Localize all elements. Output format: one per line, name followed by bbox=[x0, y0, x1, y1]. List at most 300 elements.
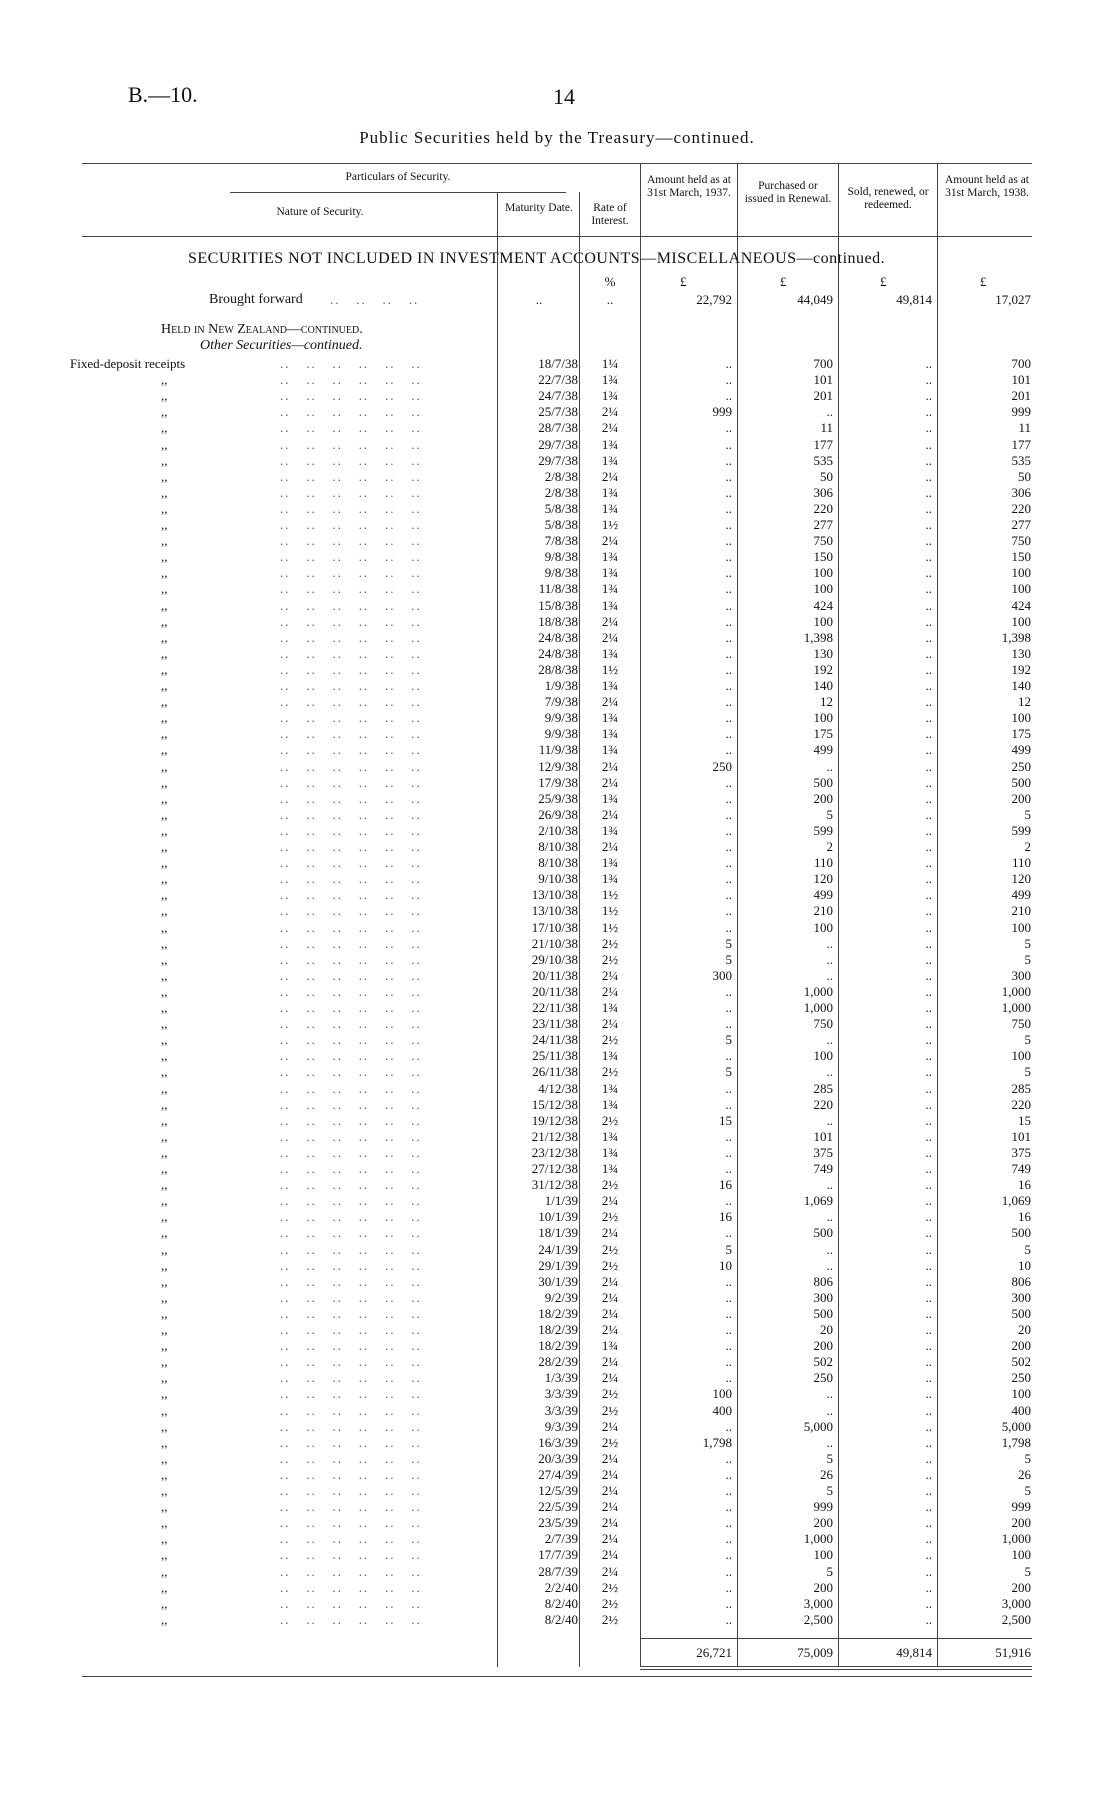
held-1937: .. bbox=[725, 1483, 732, 1498]
leader-dots: .. .. .. .. .. .. bbox=[280, 1048, 422, 1064]
held-1937: .. bbox=[725, 597, 732, 613]
purchased: 120 bbox=[813, 871, 833, 887]
leader-dots: .. .. .. .. .. .. bbox=[280, 1225, 422, 1241]
purchased: 535 bbox=[813, 452, 833, 468]
purchased: 110 bbox=[813, 855, 833, 871]
held-1938: 110 bbox=[1011, 855, 1031, 871]
interest-rate: 2¼ bbox=[601, 1515, 619, 1531]
held-1938: 16 bbox=[1018, 1177, 1031, 1193]
total-held-1938: 51,916 bbox=[995, 1645, 1031, 1660]
totals-double-rule bbox=[640, 1669, 1032, 1670]
section-heading: SECURITIES NOT INCLUDED IN INVESTMENT ACCOUNTS—MISCELLANEOUS—continued. bbox=[188, 250, 886, 267]
security-nature: ,, bbox=[161, 517, 168, 532]
interest-rate: 1¾ bbox=[601, 1161, 619, 1176]
leader-dots: .. .. .. .. .. .. bbox=[280, 549, 422, 565]
held-1938: 200 bbox=[1011, 790, 1031, 806]
security-nature: ,, bbox=[161, 468, 168, 484]
held-1938: 210 bbox=[1011, 903, 1031, 919]
leader-dots: .. .. .. .. .. .. bbox=[280, 1209, 422, 1225]
interest-rate: 2½ bbox=[601, 1209, 619, 1225]
leader-dots: .. .. .. .. .. .. bbox=[280, 1305, 422, 1321]
held-1937: 5 bbox=[725, 1064, 732, 1080]
rule-after-maturity bbox=[579, 192, 580, 1667]
interest-rate: 1½ bbox=[601, 517, 619, 532]
unit-sold: £ bbox=[880, 274, 887, 289]
maturity-date: 1/1/39 bbox=[544, 1193, 578, 1209]
purchased: 210 bbox=[813, 903, 833, 919]
interest-rate: 1¾ bbox=[601, 597, 619, 613]
page-number: 14 bbox=[553, 84, 575, 109]
purchased: .. bbox=[826, 1434, 833, 1450]
interest-rate: 2½ bbox=[601, 1595, 619, 1611]
held-1937: .. bbox=[725, 1225, 732, 1241]
maturity-date: 23/5/39 bbox=[538, 1515, 578, 1531]
leader-dots: .. .. .. .. .. .. bbox=[280, 388, 422, 404]
maturity-date: 15/12/38 bbox=[531, 1096, 578, 1112]
leader-dots: .. .. .. .. .. .. bbox=[280, 452, 422, 468]
maturity-date: 13/10/38 bbox=[531, 903, 578, 919]
sold: .. bbox=[925, 1273, 932, 1289]
security-nature: ,, bbox=[161, 1096, 168, 1112]
security-nature: ,, bbox=[161, 1048, 168, 1064]
held-1938: 502 bbox=[1011, 1354, 1031, 1370]
table-bottom-rule bbox=[82, 1676, 1032, 1677]
interest-rate: 2¼ bbox=[601, 404, 619, 420]
security-nature: ,, bbox=[161, 549, 168, 565]
sold: .. bbox=[925, 1177, 932, 1193]
interest-rate: 2¼ bbox=[601, 1273, 619, 1289]
sold: .. bbox=[925, 500, 932, 516]
leader-dots: .. .. .. .. .. .. bbox=[280, 967, 422, 983]
leader-dots: .. .. .. .. .. .. bbox=[280, 468, 422, 484]
purchased: 5 bbox=[826, 806, 833, 822]
report-reference: B.—10. bbox=[128, 82, 198, 107]
interest-rate: 2¼ bbox=[601, 1322, 619, 1337]
interest-rate: 2¼ bbox=[601, 420, 619, 436]
leader-dots: .. .. .. .. .. .. bbox=[280, 726, 422, 742]
security-nature: ,, bbox=[161, 1064, 168, 1080]
leader-dots: .. .. .. .. .. .. bbox=[280, 1161, 422, 1176]
maturity-date: 9/9/38 bbox=[544, 710, 578, 726]
held-1938: 749 bbox=[1011, 1161, 1031, 1176]
held-1938: 130 bbox=[1011, 645, 1031, 661]
maturity-date: 23/12/38 bbox=[531, 1144, 578, 1160]
maturity-date: 21/10/38 bbox=[531, 935, 578, 951]
maturity-date: 25/7/38 bbox=[538, 404, 578, 420]
unit-held-1938: £ bbox=[980, 274, 987, 289]
maturity-date: 2/2/40 bbox=[544, 1579, 578, 1595]
held-1938: 100 bbox=[1011, 1386, 1031, 1402]
leader-dots: .. .. .. .. .. .. bbox=[280, 855, 422, 871]
interest-rate: 1¾ bbox=[601, 678, 619, 693]
held-1938: 140 bbox=[1011, 678, 1031, 693]
leader-dots: .. .. .. .. .. .. bbox=[280, 871, 422, 887]
held-1938: 200 bbox=[1011, 1338, 1031, 1354]
purchased: 750 bbox=[813, 1016, 833, 1032]
held-1937: .. bbox=[725, 517, 732, 532]
leader-dots: .. .. .. .. .. .. bbox=[280, 372, 422, 388]
interest-rate: 1¾ bbox=[601, 855, 619, 871]
maturity-date: 1/9/38 bbox=[544, 678, 578, 693]
held-1938: 220 bbox=[1011, 500, 1031, 516]
held-1938: 5,000 bbox=[1001, 1418, 1031, 1434]
held-1938: 3,000 bbox=[1001, 1595, 1031, 1611]
held-1937: .. bbox=[725, 678, 732, 693]
maturity-date: 26/9/38 bbox=[538, 806, 578, 822]
held-1937: .. bbox=[725, 1418, 732, 1434]
purchased: 100 bbox=[813, 710, 833, 726]
maturity-date: 28/7/38 bbox=[538, 420, 578, 436]
sold: .. bbox=[925, 790, 932, 806]
purchased: 2,500 bbox=[803, 1611, 833, 1627]
interest-rate: 2½ bbox=[601, 951, 619, 967]
interest-rate: 2¼ bbox=[601, 1547, 619, 1563]
interest-rate: 1¾ bbox=[601, 726, 619, 742]
leader-dots: .. .. .. .. .. .. bbox=[280, 1144, 422, 1160]
sold: .. bbox=[925, 758, 932, 774]
leader-dots: .. .. .. .. .. .. bbox=[280, 983, 422, 999]
maturity-date: 25/9/38 bbox=[538, 790, 578, 806]
purchased: 499 bbox=[813, 742, 833, 758]
purchased: .. bbox=[826, 1257, 833, 1273]
interest-rate: 1¾ bbox=[601, 500, 619, 516]
header-rate: Rate of Interest. bbox=[591, 202, 629, 227]
interest-rate: 2¼ bbox=[601, 1370, 619, 1386]
purchased: 750 bbox=[813, 533, 833, 549]
held-1937: .. bbox=[725, 565, 732, 581]
leader-dots: .. .. .. .. .. .. bbox=[280, 1080, 422, 1096]
sold: .. bbox=[925, 1144, 932, 1160]
maturity-date: 3/3/39 bbox=[544, 1402, 578, 1418]
interest-rate: 1¼ bbox=[601, 356, 619, 371]
maturity-date: 10/1/39 bbox=[538, 1209, 578, 1225]
security-nature: ,, bbox=[161, 452, 168, 468]
held-1938: 100 bbox=[1011, 581, 1031, 597]
held-1937: .. bbox=[725, 549, 732, 565]
security-nature: ,, bbox=[161, 1322, 168, 1337]
interest-rate: 1¾ bbox=[601, 645, 619, 661]
security-nature: ,, bbox=[161, 1595, 168, 1611]
maturity-date: 8/2/40 bbox=[544, 1611, 578, 1627]
purchased: 285 bbox=[813, 1080, 833, 1096]
purchased: 130 bbox=[813, 645, 833, 661]
security-nature: ,, bbox=[161, 1579, 168, 1595]
held-1937: .. bbox=[725, 1273, 732, 1289]
held-1938: 200 bbox=[1011, 1579, 1031, 1595]
leader-dots: .. .. .. .. .. .. bbox=[280, 1112, 422, 1128]
maturity-date: 12/5/39 bbox=[538, 1483, 578, 1498]
header-held-1937: Amount held as at 31st March, 1937. bbox=[647, 174, 731, 199]
maturity-date: 12/9/38 bbox=[538, 758, 578, 774]
purchased: 12 bbox=[820, 694, 833, 710]
security-nature: ,, bbox=[161, 1386, 168, 1402]
security-nature: ,, bbox=[161, 871, 168, 887]
leader-dots: .. .. .. .. .. .. bbox=[280, 1273, 422, 1289]
sold: .. bbox=[925, 1048, 932, 1064]
security-nature: ,, bbox=[161, 1547, 168, 1563]
held-1937: .. bbox=[725, 1080, 732, 1096]
security-nature: ,, bbox=[161, 1112, 168, 1128]
maturity-date: 8/10/38 bbox=[538, 839, 578, 854]
held-1938: 175 bbox=[1011, 726, 1031, 742]
held-1937: .. bbox=[725, 1370, 732, 1386]
interest-rate: 2¼ bbox=[601, 694, 619, 710]
maturity-date: 2/10/38 bbox=[538, 822, 578, 838]
leader-dots: .. .. .. .. .. .. bbox=[280, 1579, 422, 1595]
purchased: .. bbox=[826, 1241, 833, 1257]
held-1937: .. bbox=[725, 661, 732, 677]
maturity-date: 18/8/38 bbox=[538, 613, 578, 629]
interest-rate: 1¾ bbox=[601, 452, 619, 468]
security-nature: ,, bbox=[161, 629, 168, 645]
maturity-date: 9/2/39 bbox=[544, 1289, 578, 1305]
sold: .. bbox=[925, 871, 932, 887]
maturity-date: 2/7/39 bbox=[544, 1531, 578, 1547]
interest-rate: 1¾ bbox=[601, 1096, 619, 1112]
security-nature: ,, bbox=[161, 1450, 168, 1466]
held-1937: .. bbox=[725, 388, 732, 404]
purchased: 5 bbox=[826, 1483, 833, 1498]
security-nature: ,, bbox=[161, 565, 168, 581]
maturity-date: 24/7/38 bbox=[538, 388, 578, 404]
held-1937: .. bbox=[725, 1531, 732, 1547]
held-1938: 1,000 bbox=[1001, 1531, 1031, 1547]
purchased: 500 bbox=[813, 774, 833, 790]
sold: .. bbox=[925, 1579, 932, 1595]
sold: .. bbox=[925, 887, 932, 903]
interest-rate: 1¾ bbox=[601, 484, 619, 500]
held-1938: 750 bbox=[1011, 1016, 1031, 1032]
sold: .. bbox=[925, 951, 932, 967]
security-nature: ,, bbox=[161, 1241, 168, 1257]
security-nature: ,, bbox=[161, 678, 168, 693]
interest-rate: 1¾ bbox=[601, 388, 619, 404]
interest-rate: 1¾ bbox=[601, 1338, 619, 1354]
purchased: 999 bbox=[813, 1499, 833, 1515]
leader-dots: .. .. .. .. .. .. bbox=[280, 1354, 422, 1370]
security-nature: ,, bbox=[161, 855, 168, 871]
sold: .. bbox=[925, 1515, 932, 1531]
interest-rate: 2¼ bbox=[601, 1225, 619, 1241]
brought-forward-label: Brought forward bbox=[209, 292, 303, 307]
leader-dots: .. .. .. .. .. .. bbox=[280, 919, 422, 935]
security-nature: ,, bbox=[161, 613, 168, 629]
interest-rate: 1¾ bbox=[601, 871, 619, 887]
sold: .. bbox=[925, 436, 932, 452]
rule-after-nature bbox=[497, 192, 498, 1667]
interest-rate: 2¼ bbox=[601, 1418, 619, 1434]
purchased: 100 bbox=[813, 919, 833, 935]
interest-rate: 2½ bbox=[601, 1241, 619, 1257]
leader-dots: .. .. .. .. .. .. bbox=[280, 420, 422, 436]
purchased: 1,000 bbox=[803, 983, 833, 999]
maturity-date: 9/9/38 bbox=[544, 726, 578, 742]
sold: .. bbox=[925, 1193, 932, 1209]
security-nature: ,, bbox=[161, 1144, 168, 1160]
held-1938: 285 bbox=[1011, 1080, 1031, 1096]
maturity-date: 2/8/38 bbox=[544, 484, 578, 500]
header-maturity: Maturity Date. bbox=[505, 202, 573, 214]
maturity-date: 17/10/38 bbox=[531, 919, 578, 935]
security-nature: ,, bbox=[161, 372, 168, 388]
sold: .. bbox=[925, 420, 932, 436]
security-nature: ,, bbox=[161, 710, 168, 726]
held-1937: .. bbox=[725, 774, 732, 790]
held-1937: .. bbox=[725, 983, 732, 999]
sold: .. bbox=[925, 694, 932, 710]
maturity-date: 11/9/38 bbox=[538, 742, 578, 758]
interest-rate: 2¼ bbox=[601, 1531, 619, 1547]
sold: .. bbox=[925, 372, 932, 388]
maturity-date: 31/12/38 bbox=[531, 1177, 578, 1193]
leader-dots: .. .. .. .. .. .. bbox=[280, 1193, 422, 1209]
held-1937: .. bbox=[725, 581, 732, 597]
interest-rate: 2½ bbox=[601, 1032, 619, 1048]
brought-forward-rate: .. bbox=[606, 292, 614, 307]
held-1938: 499 bbox=[1011, 887, 1031, 903]
security-nature: ,, bbox=[161, 694, 168, 710]
purchased: .. bbox=[826, 404, 833, 420]
leader-dots: .. .. .. .. .. .. bbox=[280, 1531, 422, 1547]
held-1937: 100 bbox=[712, 1386, 732, 1402]
purchased: 5 bbox=[826, 1450, 833, 1466]
maturity-date: 9/10/38 bbox=[538, 871, 578, 887]
header-purchased: Purchased or issued in Renewal. bbox=[744, 180, 832, 205]
held-1937: .. bbox=[725, 1322, 732, 1337]
leader-dots: .. .. .. .. .. .. bbox=[280, 356, 422, 371]
purchased: 700 bbox=[813, 356, 833, 371]
purchased: 11 bbox=[820, 420, 833, 436]
header-top-rule bbox=[82, 163, 1032, 164]
sold: .. bbox=[925, 404, 932, 420]
sold: .. bbox=[925, 1241, 932, 1257]
header-nature: Nature of Security. bbox=[276, 206, 364, 218]
purchased: .. bbox=[826, 1402, 833, 1418]
purchased: 100 bbox=[813, 581, 833, 597]
held-1937: 10 bbox=[719, 1257, 732, 1273]
security-nature: ,, bbox=[161, 1016, 168, 1032]
maturity-date: 22/5/39 bbox=[538, 1499, 578, 1515]
held-1937: 999 bbox=[712, 404, 732, 420]
held-1937: .. bbox=[725, 1354, 732, 1370]
purchased: 175 bbox=[813, 726, 833, 742]
maturity-date: 27/4/39 bbox=[538, 1466, 578, 1482]
sold: .. bbox=[925, 678, 932, 693]
held-1938: 20 bbox=[1018, 1322, 1031, 1337]
maturity-date: 30/1/39 bbox=[538, 1273, 578, 1289]
interest-rate: 1¾ bbox=[601, 710, 619, 726]
sold: .. bbox=[925, 1611, 932, 1627]
security-nature: ,, bbox=[161, 1418, 168, 1434]
leader-dots: .. .. .. .. .. .. bbox=[280, 613, 422, 629]
held-1937: .. bbox=[725, 1289, 732, 1305]
security-nature: ,, bbox=[161, 742, 168, 758]
maturity-date: 17/7/39 bbox=[538, 1547, 578, 1563]
held-1937: .. bbox=[725, 1499, 732, 1515]
interest-rate: 2½ bbox=[601, 1402, 619, 1418]
purchased: 200 bbox=[813, 1579, 833, 1595]
particulars-underline bbox=[230, 192, 566, 193]
interest-rate: 1¾ bbox=[601, 436, 619, 452]
total-sold: 49,814 bbox=[896, 1645, 932, 1660]
maturity-date: 24/1/39 bbox=[538, 1241, 578, 1257]
sold: .. bbox=[925, 1531, 932, 1547]
interest-rate: 2¼ bbox=[601, 1450, 619, 1466]
security-nature: ,, bbox=[161, 1515, 168, 1531]
maturity-date: 25/11/38 bbox=[532, 1048, 578, 1064]
leader-dots: .. .. .. .. .. .. bbox=[280, 1611, 422, 1627]
purchased: 502 bbox=[813, 1354, 833, 1370]
maturity-date: 18/7/38 bbox=[538, 356, 578, 371]
sold: .. bbox=[925, 1064, 932, 1080]
security-nature: ,, bbox=[161, 1209, 168, 1225]
sold: .. bbox=[925, 855, 932, 871]
sold: .. bbox=[925, 452, 932, 468]
brought-forward-purchased: 44,049 bbox=[797, 292, 833, 307]
security-nature: ,, bbox=[161, 1611, 168, 1627]
held-1938: 2 bbox=[1024, 839, 1031, 854]
security-nature: ,, bbox=[161, 1128, 168, 1144]
held-1937: .. bbox=[725, 1450, 732, 1466]
leader-dots: .. .. .. .. .. .. bbox=[280, 1450, 422, 1466]
held-1937: .. bbox=[725, 1048, 732, 1064]
purchased: 500 bbox=[813, 1225, 833, 1241]
maturity-date: 29/10/38 bbox=[531, 951, 578, 967]
security-nature: ,, bbox=[161, 887, 168, 903]
leader-dots: .. .. .. .. .. .. bbox=[280, 806, 422, 822]
held-1937: 16 bbox=[719, 1209, 732, 1225]
maturity-date: 23/11/38 bbox=[532, 1016, 578, 1032]
held-1937: .. bbox=[725, 1128, 732, 1144]
held-1937: .. bbox=[725, 919, 732, 935]
security-nature: ,, bbox=[161, 951, 168, 967]
sold: .. bbox=[925, 1354, 932, 1370]
maturity-date: 24/11/38 bbox=[532, 1032, 578, 1048]
held-1938: 11 bbox=[1018, 420, 1031, 436]
interest-rate: 2¼ bbox=[601, 967, 619, 983]
security-nature: ,, bbox=[161, 645, 168, 661]
held-1938: 100 bbox=[1011, 565, 1031, 581]
sold: .. bbox=[925, 565, 932, 581]
maturity-date: 2/8/38 bbox=[544, 468, 578, 484]
sold: .. bbox=[925, 1305, 932, 1321]
leader-dots: .. .. .. .. .. .. bbox=[280, 500, 422, 516]
held-1937: .. bbox=[725, 710, 732, 726]
security-nature: ,, bbox=[161, 758, 168, 774]
maturity-date: 20/11/38 bbox=[532, 983, 578, 999]
leader-dots: .. .. .. .. .. .. bbox=[280, 645, 422, 661]
held-1938: 12 bbox=[1018, 694, 1031, 710]
held-1938: 1,069 bbox=[1001, 1193, 1031, 1209]
leader-dots: .. .. .. .. .. .. bbox=[280, 517, 422, 532]
security-nature: ,, bbox=[161, 420, 168, 436]
held-1937: .. bbox=[725, 742, 732, 758]
sold: .. bbox=[925, 1563, 932, 1579]
leader-dots: .. .. .. .. .. .. bbox=[280, 1257, 422, 1273]
security-nature: ,, bbox=[161, 1257, 168, 1273]
held-1938: 5 bbox=[1024, 935, 1031, 951]
held-1938: 5 bbox=[1024, 806, 1031, 822]
maturity-date: 18/2/39 bbox=[538, 1305, 578, 1321]
subheading-held-in-nz: Held in New Zealand—continued. bbox=[161, 322, 363, 337]
purchased: .. bbox=[826, 935, 833, 951]
held-1937: 5 bbox=[725, 951, 732, 967]
leader-dots: .. .. .. .. .. .. bbox=[280, 1386, 422, 1402]
unit-purchased: £ bbox=[780, 274, 787, 289]
held-1938: 100 bbox=[1011, 710, 1031, 726]
interest-rate: 2¼ bbox=[601, 1499, 619, 1515]
purchased: 100 bbox=[813, 613, 833, 629]
